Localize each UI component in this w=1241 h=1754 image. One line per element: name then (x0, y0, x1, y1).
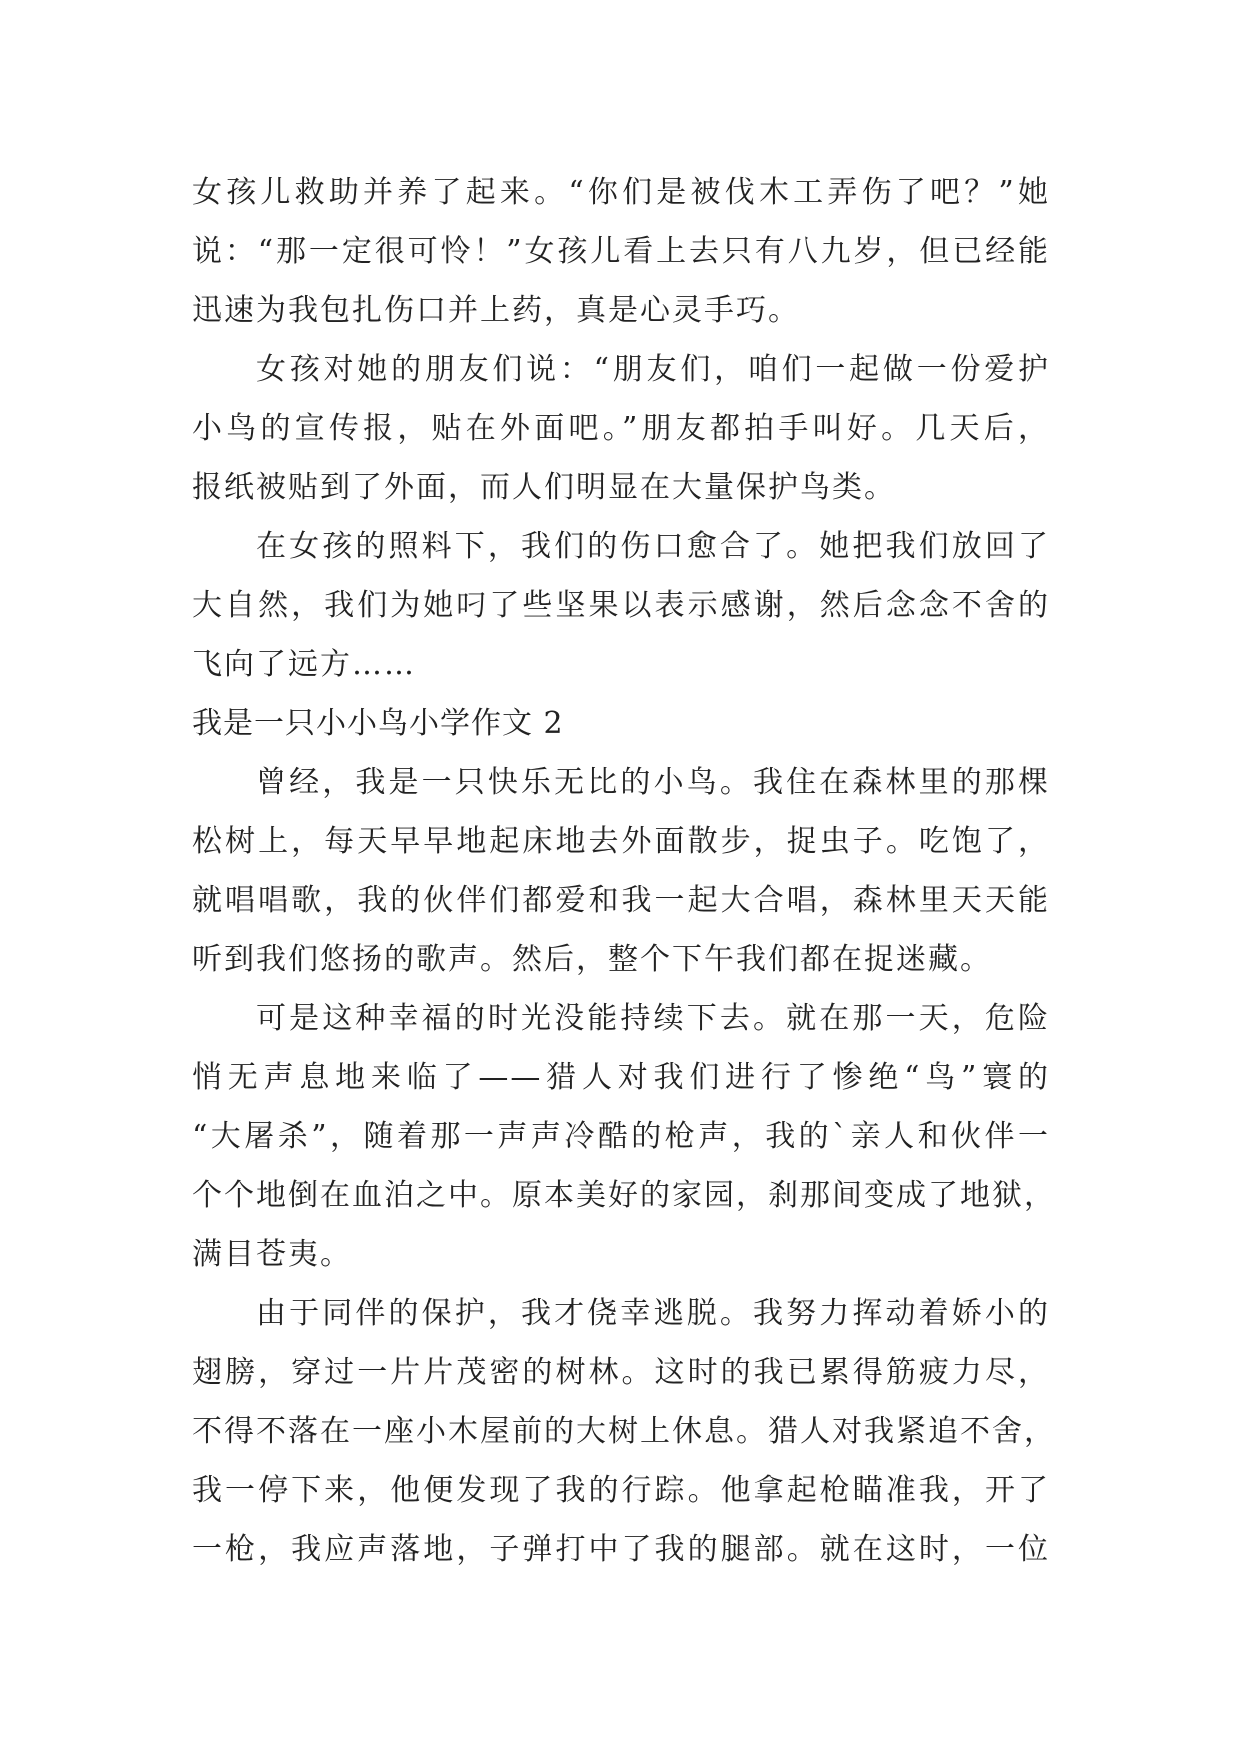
paragraph-line: 可是这种幸福的时光没能持续下去。就在那一天，危险 (256, 1001, 1050, 1036)
paragraph-line: 小鸟的宣传报，贴在外面吧。”朋友都拍手叫好。几天后， (192, 411, 1050, 446)
paragraph-line: 我一停下来，他便发现了我的行踪。他拿起枪瞄准我，开了 (192, 1473, 1050, 1508)
paragraph-line: 松树上，每天早早地起床地去外面散步，捉虫子。吃饱了， (192, 824, 1050, 859)
paragraph-line: 女孩对她的朋友们说：“朋友们，咱们一起做一份爱护 (256, 352, 1050, 387)
paragraph-line: 在女孩的照料下，我们的伤口愈合了。她把我们放回了 (256, 529, 1050, 564)
paragraph-line: 说：“那一定很可怜！”女孩儿看上去只有八九岁，但已经能 (192, 234, 1050, 269)
paragraph-line: 就唱唱歌，我的伙伴们都爱和我一起大合唱，森林里天天能 (192, 883, 1050, 918)
paragraph-line: 一枪，我应声落地，子弹打中了我的腿部。就在这时，一位 (192, 1532, 1050, 1567)
paragraph-line: “大屠杀”，随着那一声声冷酷的枪声，我的`亲人和伙伴一 (192, 1119, 1050, 1154)
paragraph-line: 翅膀，穿过一片片茂密的树林。这时的我已累得筋疲力尽， (192, 1355, 1050, 1390)
paragraph-line: 由于同伴的保护，我才侥幸逃脱。我努力挥动着娇小的 (256, 1296, 1050, 1331)
paragraph-line: 曾经，我是一只快乐无比的小鸟。我住在森林里的那棵 (256, 765, 1050, 800)
paragraph-line: 听到我们悠扬的歌声。然后，整个下午我们都在捉迷藏。 (192, 942, 992, 977)
paragraph-line: 不得不落在一座小木屋前的大树上休息。猎人对我紧追不舍， (192, 1414, 1056, 1449)
document-body (192, 163, 1056, 1579)
paragraph-line: 报纸被贴到了外面，而人们明显在大量保护鸟类。 (192, 470, 896, 505)
paragraph-line: 女孩儿救助并养了起来。“你们是被伐木工弄伤了吧？”她 (192, 175, 1050, 210)
paragraph-line: 个个地倒在血泊之中。原本美好的家园，刹那间变成了地狱， (192, 1178, 1056, 1213)
paragraph-line: 迅速为我包扎伤口并上药，真是心灵手巧。 (192, 293, 800, 328)
section-heading: 我是一只小小鸟小学作文 2 (192, 706, 564, 741)
paragraph-line: 大自然，我们为她叼了些坚果以表示感谢，然后念念不舍的 (192, 588, 1050, 623)
paragraph-line: 满目苍夷。 (192, 1237, 352, 1272)
paragraph-line: 飞向了远方…… (192, 647, 416, 682)
paragraph-line: 悄无声息地来临了——猎人对我们进行了惨绝“鸟”寰的 (192, 1060, 1050, 1095)
